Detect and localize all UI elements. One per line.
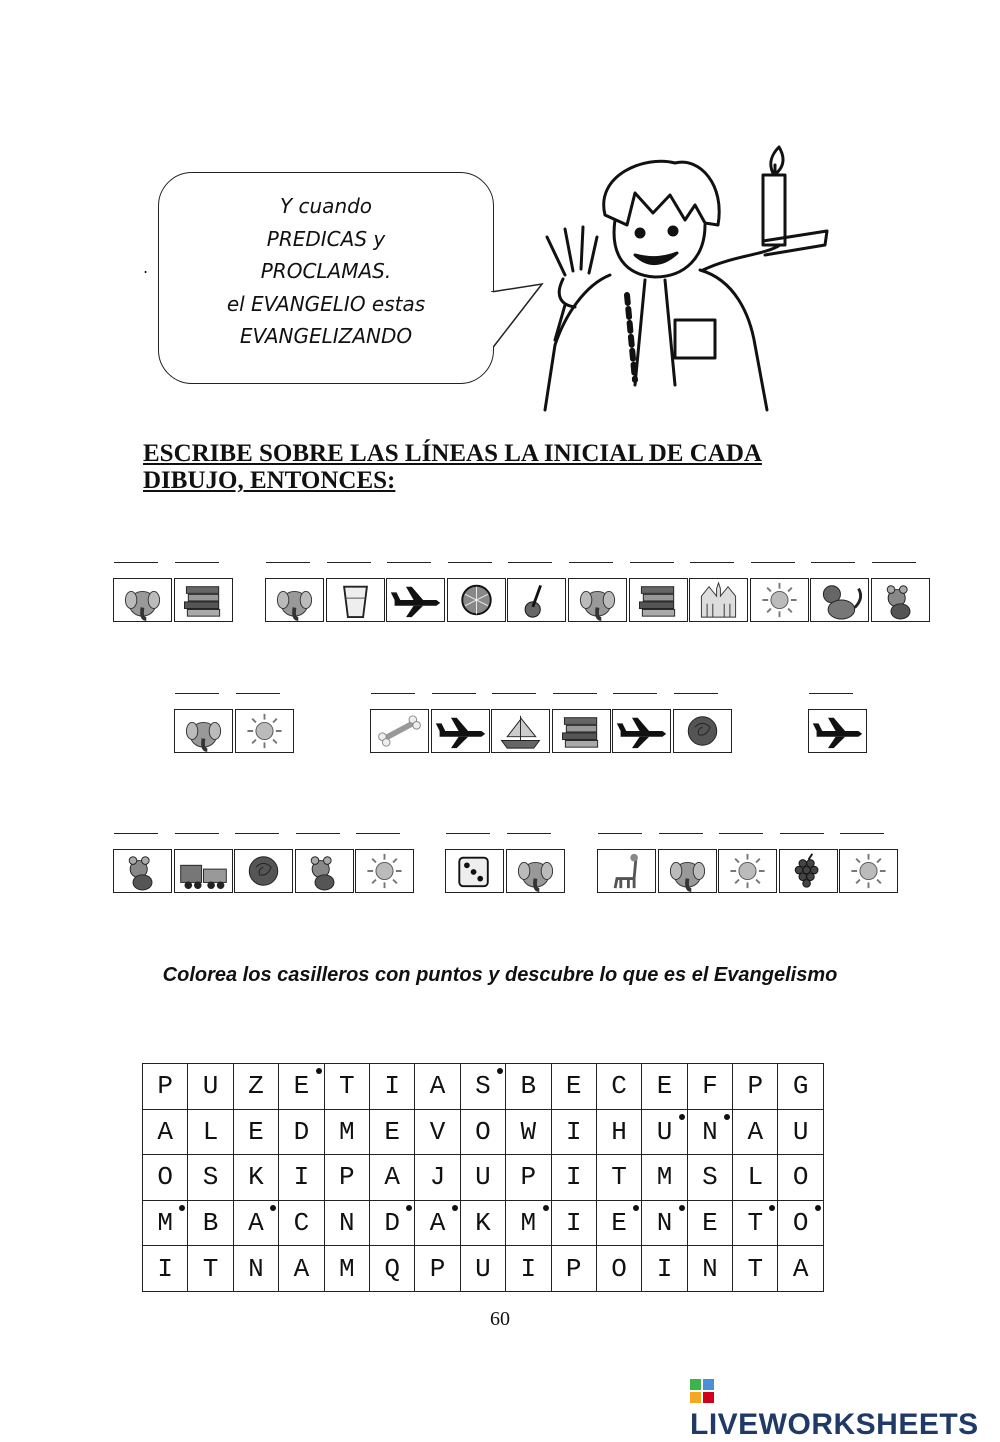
grid-cell[interactable]: A	[415, 1200, 460, 1246]
grid-cell[interactable]: A	[279, 1246, 324, 1292]
bubble-line: Y cuando	[279, 194, 373, 218]
sol-picture-icon	[718, 849, 777, 893]
grid-cell[interactable]: U	[642, 1109, 687, 1155]
grid-cell[interactable]: U	[188, 1064, 233, 1110]
grid-cell[interactable]: P	[415, 1246, 460, 1292]
watermark-text: LIVEWORKSHEETS	[690, 1408, 979, 1441]
answer-line[interactable]	[432, 693, 476, 694]
grid-cell[interactable]: D	[279, 1109, 324, 1155]
grid-row	[143, 1200, 824, 1246]
answer-line[interactable]	[492, 693, 536, 694]
stray-mark: .	[143, 258, 149, 277]
grid-cell[interactable]: L	[188, 1109, 233, 1155]
dado-picture-icon	[445, 849, 504, 893]
rosa-picture-icon	[234, 849, 293, 893]
answer-line[interactable]	[613, 693, 657, 694]
grid-cell[interactable]: S	[188, 1155, 233, 1201]
grid-cell[interactable]: M	[324, 1109, 369, 1155]
sol-picture-icon	[750, 578, 809, 622]
grid-cell[interactable]: G	[778, 1064, 823, 1110]
avion-picture-icon	[386, 578, 445, 622]
grid-cell[interactable]: B	[188, 1200, 233, 1246]
iglesia-picture-icon	[689, 578, 748, 622]
grid-cell[interactable]: O	[143, 1155, 188, 1201]
answer-line[interactable]	[448, 562, 492, 563]
elefante-picture-icon	[265, 578, 324, 622]
grid-cell[interactable]: N	[642, 1200, 687, 1246]
answer-line[interactable]	[236, 693, 280, 694]
elefante-picture-icon	[506, 849, 565, 893]
answer-line[interactable]	[507, 833, 551, 834]
answer-line[interactable]	[569, 562, 613, 563]
grid-cell[interactable]: A	[143, 1109, 188, 1155]
grid-cell[interactable]: P	[143, 1064, 188, 1110]
answer-line[interactable]	[446, 833, 490, 834]
sol-picture-icon	[839, 849, 898, 893]
grid-cell[interactable]: P	[733, 1064, 778, 1110]
barco-picture-icon	[491, 709, 550, 753]
grid-row	[143, 1246, 824, 1292]
jirafa-picture-icon	[597, 849, 656, 893]
answer-line[interactable]	[296, 833, 340, 834]
answer-line[interactable]	[356, 833, 400, 834]
avion-picture-icon	[612, 709, 671, 753]
grid-cell[interactable]: N	[687, 1246, 732, 1292]
grid-cell[interactable]: B	[506, 1064, 551, 1110]
liveworksheets-logo-icon	[690, 1379, 714, 1403]
grid-cell[interactable]: S	[687, 1155, 732, 1201]
hueso-picture-icon	[370, 709, 429, 753]
uvas-picture-icon	[779, 849, 838, 893]
grid-cell[interactable]: M	[642, 1155, 687, 1201]
grid-cell[interactable]: E	[596, 1200, 641, 1246]
raton-picture-icon	[871, 578, 930, 622]
elefante-picture-icon	[174, 709, 233, 753]
grid-cell[interactable]: S	[460, 1064, 505, 1110]
grid-cell[interactable]: J	[415, 1155, 460, 1201]
grid-cell[interactable]: A	[733, 1109, 778, 1155]
grid-cell[interactable]: P	[506, 1155, 551, 1201]
grid-cell[interactable]: O	[778, 1200, 823, 1246]
color-instruction: Colorea los casilleros con puntos y descubre lo que es el Evangelismo	[162, 964, 838, 986]
grid-cell[interactable]: I	[551, 1155, 596, 1201]
grid-cell[interactable]: O	[778, 1155, 823, 1201]
vaso-picture-icon	[326, 578, 385, 622]
grid-cell[interactable]: A	[233, 1200, 278, 1246]
grid-cell[interactable]: E	[687, 1200, 732, 1246]
grid-cell[interactable]: A	[415, 1064, 460, 1110]
answer-line[interactable]	[780, 833, 824, 834]
naranja-picture-icon	[447, 578, 506, 622]
answer-line[interactable]	[630, 562, 674, 563]
grid-cell[interactable]: P	[324, 1155, 369, 1201]
answer-line[interactable]	[719, 833, 763, 834]
answer-line[interactable]	[327, 562, 371, 563]
grid-cell[interactable]: E	[642, 1064, 687, 1110]
answer-line[interactable]	[387, 562, 431, 563]
answer-line[interactable]	[175, 562, 219, 563]
grid-row	[143, 1155, 824, 1201]
grid-cell[interactable]: W	[506, 1109, 551, 1155]
answer-line[interactable]	[235, 833, 279, 834]
grid-cell[interactable]: C	[279, 1200, 324, 1246]
grid-cell[interactable]: T	[596, 1155, 641, 1201]
answer-line[interactable]	[371, 693, 415, 694]
grid-cell[interactable]: I	[642, 1246, 687, 1292]
grid-cell[interactable]: T	[188, 1246, 233, 1292]
grid-cell[interactable]: H	[596, 1109, 641, 1155]
libros-picture-icon	[552, 709, 611, 753]
grid-cell[interactable]: I	[551, 1109, 596, 1155]
sol-picture-icon	[235, 709, 294, 753]
answer-line[interactable]	[751, 562, 795, 563]
grid-cell[interactable]: E	[551, 1064, 596, 1110]
answer-line[interactable]	[690, 562, 734, 563]
elefante-picture-icon	[113, 578, 172, 622]
answer-line[interactable]	[508, 562, 552, 563]
grid-cell[interactable]: U	[778, 1109, 823, 1155]
letter-grid	[142, 1063, 824, 1292]
tren-picture-icon	[174, 849, 233, 893]
grid-cell[interactable]: T	[733, 1246, 778, 1292]
bubble-line: el EVANGELIO estas	[226, 291, 426, 316]
answer-line[interactable]	[114, 833, 158, 834]
grid-cell[interactable]: U	[460, 1155, 505, 1201]
answer-line[interactable]	[553, 693, 597, 694]
grid-cell[interactable]: K	[233, 1155, 278, 1201]
grid-cell[interactable]: I	[279, 1155, 324, 1201]
grid-cell[interactable]: N	[324, 1200, 369, 1246]
answer-line[interactable]	[674, 693, 718, 694]
grid-row	[143, 1109, 824, 1155]
answer-line[interactable]	[175, 693, 219, 694]
elefante-picture-icon	[568, 578, 627, 622]
answer-line[interactable]	[659, 833, 703, 834]
avion-picture-icon	[808, 709, 867, 753]
speech-bubble-text	[178, 190, 474, 353]
mono-picture-icon	[810, 578, 869, 622]
grid-cell[interactable]: T	[733, 1200, 778, 1246]
grid-cell[interactable]: N	[687, 1109, 732, 1155]
grid-cell[interactable]: Q	[369, 1246, 414, 1292]
grid-cell[interactable]: O	[460, 1109, 505, 1155]
bubble-line: PREDICAS y	[266, 226, 386, 251]
grid-cell[interactable]: O	[596, 1246, 641, 1292]
answer-line[interactable]	[840, 833, 884, 834]
raton-picture-icon	[295, 849, 354, 893]
grid-cell[interactable]: F	[687, 1064, 732, 1110]
grid-cell[interactable]: M	[506, 1200, 551, 1246]
answer-line[interactable]	[114, 562, 158, 563]
grid-cell[interactable]: U	[460, 1246, 505, 1292]
grid-cell[interactable]: I	[143, 1246, 188, 1292]
grid-cell[interactable]: L	[733, 1155, 778, 1201]
grid-cell[interactable]: Z	[233, 1064, 278, 1110]
libros-picture-icon	[629, 578, 688, 622]
answer-line[interactable]	[598, 833, 642, 834]
bubble-line: PROCLAMAS.	[260, 259, 392, 283]
grid-cell[interactable]: E	[369, 1109, 414, 1155]
grid-cell[interactable]: E	[279, 1064, 324, 1110]
grid-cell[interactable]: E	[233, 1109, 278, 1155]
answer-line[interactable]	[811, 562, 855, 563]
rosa-picture-icon	[673, 709, 732, 753]
page-number: 60	[490, 1308, 510, 1330]
bubble-line: EVANGELIZANDO	[239, 324, 413, 348]
answer-line[interactable]	[809, 693, 853, 694]
sol-picture-icon	[355, 849, 414, 893]
answer-line[interactable]	[266, 562, 310, 563]
grid-cell[interactable]: I	[506, 1246, 551, 1292]
grid-cell[interactable]: I	[551, 1200, 596, 1246]
instruction-heading: ESCRIBE SOBRE LAS LÍNEAS LA INICIAL DE CADA DIBUJO, ENTONCES:	[143, 440, 762, 494]
raton-picture-icon	[113, 849, 172, 893]
grid-cell[interactable]: P	[551, 1246, 596, 1292]
answer-line[interactable]	[175, 833, 219, 834]
grid-cell[interactable]: N	[233, 1246, 278, 1292]
grid-cell[interactable]: D	[369, 1200, 414, 1246]
grid-cell[interactable]: K	[460, 1200, 505, 1246]
avion-picture-icon	[431, 709, 490, 753]
grid-cell[interactable]: A	[369, 1155, 414, 1201]
watermark	[690, 1374, 1000, 1442]
elefante-picture-icon	[658, 849, 717, 893]
child-with-candle-illustration	[535, 145, 835, 415]
grid-cell[interactable]: M	[324, 1246, 369, 1292]
grid-cell[interactable]: A	[778, 1246, 823, 1292]
grid-cell[interactable]: M	[143, 1200, 188, 1246]
grid-cell[interactable]: T	[324, 1064, 369, 1110]
grid-cell[interactable]: C	[596, 1064, 641, 1110]
guitarra-picture-icon	[507, 578, 566, 622]
answer-line[interactable]	[872, 562, 916, 563]
grid-cell[interactable]: I	[369, 1064, 414, 1110]
grid-cell[interactable]: V	[415, 1109, 460, 1155]
grid-row	[143, 1064, 824, 1110]
libros-picture-icon	[174, 578, 233, 622]
